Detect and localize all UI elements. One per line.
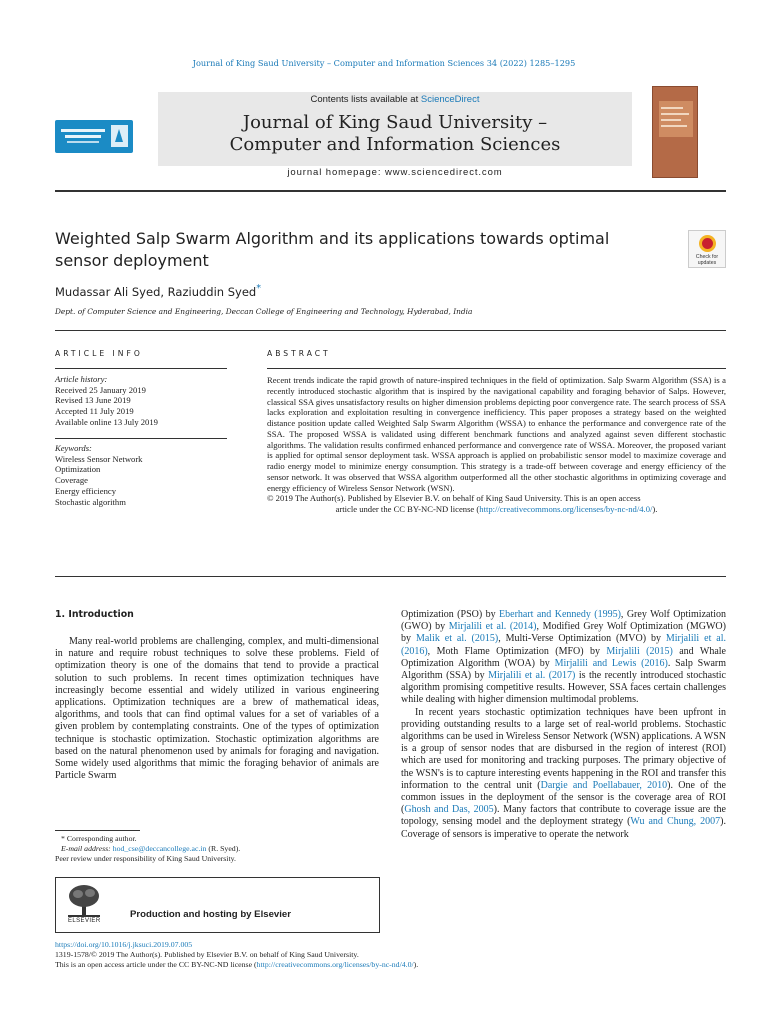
text-run: In recent years stochastic optimization techniques have been upfront in providing outstanding results to a large set of real-world problems. Stochastic algorithms can be used in Wireless Sensor Network (WSN) applications. A WSN is a group of sensor nodes that are disbursed in the region of interest (ROI) which are used for monitoring and tracking purposes. The primary objective of the WSN's is to capture interesting events happening in the ROI and transfer this information to the central unit (	[401, 706, 726, 791]
introduction-right-column	[401, 609, 726, 841]
history-accepted: Accepted 11 July 2019	[55, 406, 134, 417]
license-line	[55, 960, 735, 970]
email-link[interactable]: hod_cse@deccancollege.ac.in	[112, 844, 207, 854]
introduction-heading: 1. Introduction	[55, 609, 134, 620]
citation-link[interactable]: Eberhart and Kennedy (1995)	[499, 609, 621, 620]
check-for-updates-button[interactable]	[688, 230, 726, 268]
abstract-rule	[267, 368, 726, 369]
email-suffix: (R. Syed).	[206, 844, 241, 854]
crossmark-line2: updates	[697, 259, 717, 266]
abstract-body	[267, 375, 726, 515]
citation-link[interactable]: Ghosh and Das, 2005	[404, 804, 494, 816]
journal-homepage	[158, 166, 632, 178]
email-note	[55, 844, 380, 854]
abstract-text: Recent trends indicate the rapid growth of nature-inspired techniques in the field of optimization. Salp Swarm Algorithm (SSA) is a recently introduced stochastic algorithm that is inspired by the navigational capability and foraging behavior of Salps. However, classical SSA gives unsatisfactory results on higher dimension problems depicting poor convergence rate. The search process of SSA lacks exploration and exploitation resulting in convergence inefficiency. This paper proposes a strategy based on the weighted distance position update called Weighted Salp Swarm Algorithm (WSSA) to enhance the performance and convergence rate of the SSA. The proposed WSSA is validated using different benchmark functions and analyzed against seven different stochastic algorithms. The validation results confirmed enhanced performance and convergence rate of WSSA. Moreover, the proposed variant is applied for optimal sensor deployment task. WSSA approach is applied on probabilistic sensor model to maximize coverage and radio energy model to minimize energy consumption. This strategy is a trade-off between coverage and energy efficiency of the sensor network. It was observed that WSSA algorithm outperformed all the other stochastic algorithms in optimizing coverage and energy efficiency of Wireless Sensor Network (WSN).	[267, 375, 726, 493]
license-line-suffix: ).	[413, 960, 419, 970]
corresponding-author-note: * Corresponding author.	[61, 834, 137, 843]
citation-link[interactable]: Mirjalili et al. (2017)	[488, 670, 576, 682]
license-link[interactable]: http://creativecommons.org/licenses/by-nc-nd/4.0/	[479, 504, 653, 514]
text-run: ). Coverage of sensors is imperative to operate the network	[401, 816, 726, 840]
keywords-label: Keywords:	[55, 443, 92, 453]
license-line-prefix: This is an open access article under the CC BY-NC-ND license (	[55, 960, 257, 970]
text-run: ). Many factors that contribute to coverage issue are the topology, sensing model and the deployment strategy (	[401, 804, 726, 828]
elsevier-production-box	[55, 877, 380, 933]
footnote-rule	[55, 830, 140, 831]
text-run: Optimization (PSO) by	[401, 609, 500, 620]
issn-line: 1319-1578/© 2019 The Author(s). Published by Elsevier B.V. on behalf of King Saud University.	[55, 950, 359, 960]
keyword-item: Wireless Sensor Network	[55, 453, 143, 464]
text-run: , Grey Wolf Optimization (GWO) by	[401, 609, 727, 633]
text-run: , Modified Grey Wolf Optimization (MGWO) by	[401, 621, 726, 645]
article-info-heading: ARTICLE INFO	[55, 349, 143, 358]
contents-available	[158, 94, 632, 105]
university-emblem-icon	[55, 120, 133, 153]
journal-title-line2: Computer and Information Sciences	[229, 134, 561, 155]
citation-link[interactable]: Dargie and Poellabauer, 2010	[540, 779, 668, 791]
citation-link[interactable]: Mirjalili (2015)	[606, 645, 673, 657]
elsevier-tree-icon	[66, 884, 102, 918]
affiliation: Dept. of Computer Science and Engineering, Deccan College of Engineering and Technology, Hyderabad, India	[55, 307, 473, 316]
citation-link[interactable]: Mirjalili et al. (2016)	[401, 633, 726, 657]
keywords-rule	[55, 438, 227, 439]
intro-paragraph-2	[401, 707, 726, 841]
citation-link[interactable]: Mirjalili et al. (2014)	[448, 621, 537, 633]
king-saud-university-logo	[55, 120, 133, 153]
header-divider	[55, 190, 726, 192]
crossmark-label	[689, 255, 725, 267]
footnotes	[55, 834, 380, 865]
journal-reference[interactable]: Journal of King Saud University – Computer and Information Sciences 34 (2022) 1285–1295	[192, 58, 576, 68]
text-run: . Salp Swarm Algorithm (SSA) by	[401, 657, 726, 682]
contents-prefix: Contents lists available at	[310, 94, 419, 105]
homepage-prefix: journal homepage:	[287, 167, 385, 178]
intro-paragraph-1: Many real-world problems are challenging, complex, and multi-dimensional in nature and require robust techniques to solve these problems. Field of optimization theory is one of the domains that tend to provide a practical solution to such problems. In recent times optimization techniques have increasingly become essential and widely utilized in various engineering applications. Optimization techniques are a brew of mathematical ideas, algorithms, and tools that can find optimal values for a set of variables of a given problem by contemplating constraints. One of the types of optimization technique is stochastic optimization. Stochastic optimization algorithms are based on the natural phenomenon used by animals for foraging and navigation. Some widely used algorithms that mimic the foraging behavior of animals are Particle Swarm	[55, 636, 379, 782]
elsevier-wordmark: ELSEVIER	[68, 918, 101, 924]
keyword-item: Stochastic algorithm	[55, 496, 126, 507]
abstract-heading: ABSTRACT	[267, 349, 331, 358]
license-suffix: ).	[652, 504, 658, 514]
email-label: E-mail address:	[61, 844, 113, 854]
text-run: is the recently introduced stochastic algorithm promising competitive results. However, SSA faces certain challenges while dealing with higher dimension multimodal problems.	[401, 670, 726, 706]
authors-text: Mudassar Ali Syed, Raziuddin Syed	[55, 284, 257, 299]
corresponding-author-mark[interactable]: *	[256, 283, 261, 294]
crossmark-line1: Check for	[695, 254, 719, 260]
keywords-list	[55, 443, 227, 507]
abstract-copyright-line2	[267, 504, 726, 515]
cover-text-line	[661, 113, 689, 115]
license-line-link[interactable]: http://creativecommons.org/licenses/by-nc-nd/4.0/	[256, 960, 414, 970]
abstract-bottom-divider	[55, 576, 726, 577]
cover-text-line	[661, 107, 683, 109]
production-hosting-label: Production and hosting by Elsevier	[130, 909, 291, 920]
history-received: Received 25 January 2019	[55, 384, 146, 395]
affiliation-divider	[55, 330, 726, 331]
bottom-publication-info	[55, 940, 735, 971]
text-run: , Multi-Verse Optimization (MVO) by	[498, 633, 666, 645]
article-title-line2: sensor deployment	[55, 251, 209, 270]
journal-banner	[158, 92, 632, 184]
intro-paragraph-continued	[401, 609, 726, 707]
journal-title-line1: Journal of King Saud University –	[242, 112, 548, 133]
article-title	[55, 228, 655, 272]
keyword-item: Optimization	[55, 464, 101, 475]
article-title-line1: Weighted Salp Swarm Algorithm and its applications towards optimal	[55, 229, 610, 248]
citation-link[interactable]: Mirjalili and Lewis (2016)	[554, 657, 668, 669]
text-run: and Whale Optimization Algorithm (WOA) by	[401, 645, 726, 669]
introduction-left-column	[55, 636, 379, 782]
cover-text-line	[661, 125, 687, 127]
crossmark-icon	[699, 235, 716, 252]
license-prefix: article under the CC BY-NC-ND license (	[335, 504, 480, 514]
doi-link[interactable]: https://doi.org/10.1016/j.jksuci.2019.07.005	[55, 940, 193, 949]
homepage-url[interactable]: www.sciencedirect.com	[384, 167, 503, 178]
sciencedirect-link[interactable]: ScienceDirect	[420, 94, 480, 105]
history-label: Article history:	[55, 374, 108, 384]
cover-text-line	[661, 119, 681, 121]
text-run: , Moth Flame Optimization (MFO) by	[427, 645, 607, 657]
article-history	[55, 374, 227, 428]
history-online: Available online 13 July 2019	[55, 416, 158, 427]
peer-review-note: Peer review under responsibility of King Saud University.	[55, 854, 236, 864]
keyword-item: Coverage	[55, 475, 88, 486]
article-info-rule	[55, 368, 227, 369]
journal-title	[158, 112, 632, 156]
history-revised: Revised 13 June 2019	[55, 395, 131, 406]
text-run: ). One of the common issues in the deployment of the sensor is the coverage area of ROI (	[401, 779, 726, 816]
abstract-copyright-line1: © 2019 The Author(s). Published by Elsevier B.V. on behalf of King Saud University. This is an open access	[267, 493, 641, 504]
citation-link[interactable]: Malik et al. (2015)	[415, 633, 499, 645]
keyword-item: Energy efficiency	[55, 485, 117, 496]
journal-cover-image	[652, 86, 698, 178]
citation-link[interactable]: Wu and Chung, 2007	[630, 816, 721, 828]
author-list	[55, 283, 261, 299]
